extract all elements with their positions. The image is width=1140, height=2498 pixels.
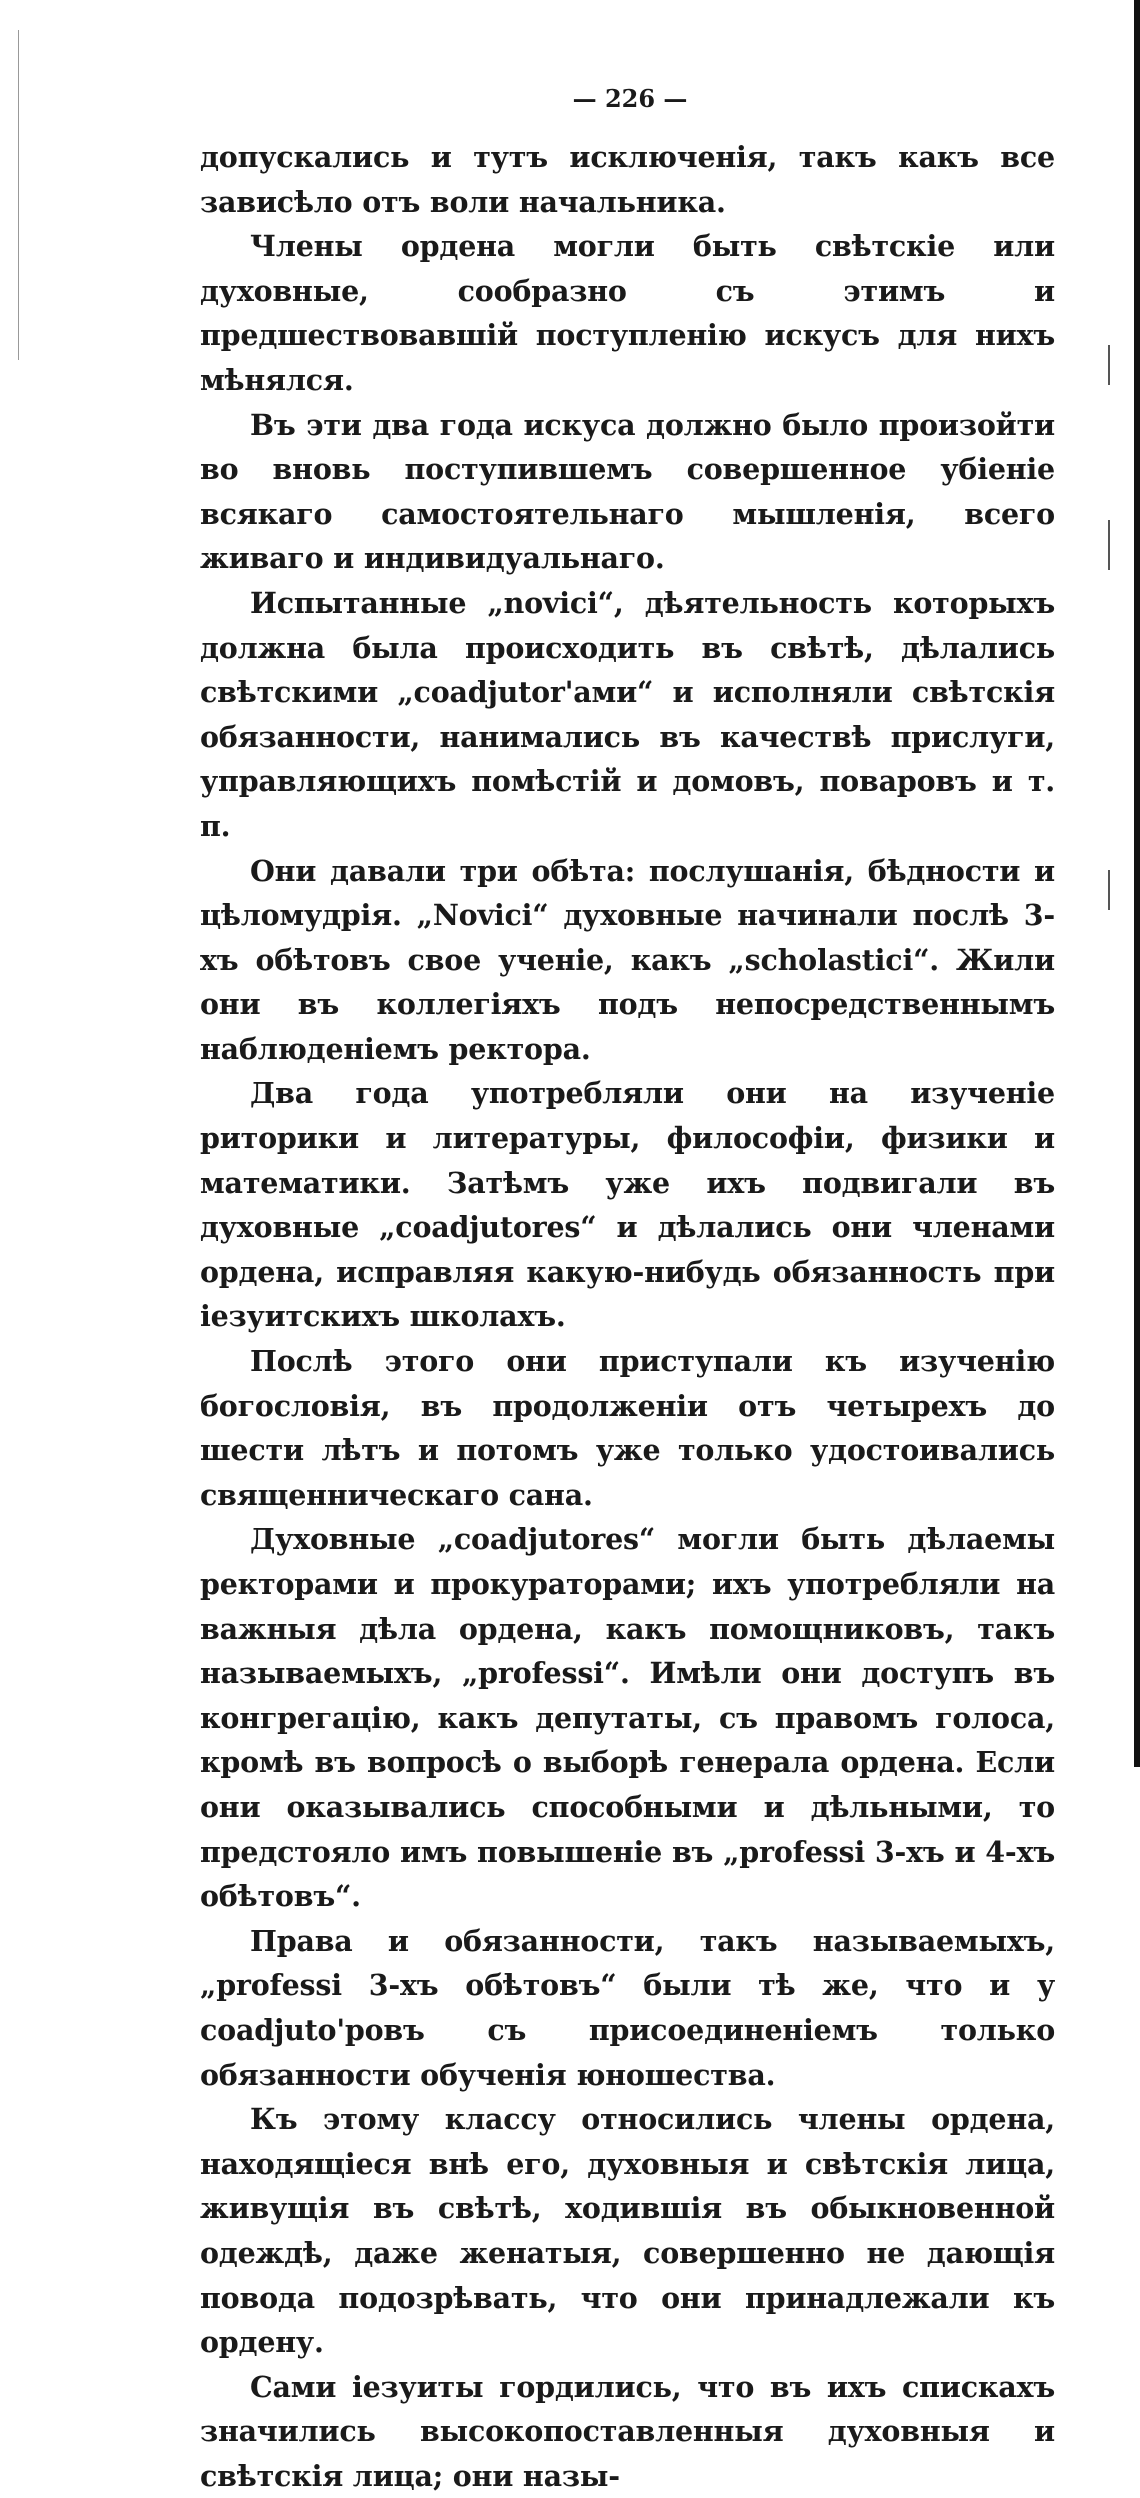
paragraph: допускались и тутъ исключенія, такъ какъ все зависѣло отъ воли начальника. <box>200 140 1055 219</box>
left-margin-rule <box>18 30 19 360</box>
paragraph: Испытанные „novici“, дѣятельность которыхъ должна была происходить въ свѣтѣ, дѣлались свѣтскими „coadjutor'ами“ и исполняли свѣтскія обязанности, нанимались въ качествѣ прислуги, управляющихъ помѣстій и домовъ, поваровъ и т. п. <box>200 585 1055 843</box>
paragraph: Въ эти два года искуса должно было произойти во вновь поступившемъ совершенное убіеніе всякаго самостоятельнаго мышленія, всего живаго и индивидуальнаго. <box>200 407 1055 576</box>
paragraph: Сами іезуиты гордились, что въ ихъ спискахъ значились высокопоставленныя духовныя и свѣтскія лица; они назы- <box>200 2369 1055 2493</box>
paragraph: Послѣ этого они приступали къ изученію богословія, въ продолженіи отъ четырехъ до шести лѣтъ и потомъ уже только удостоивались священническаго сана. <box>200 1344 1055 1512</box>
paragraph: Права и обязанности, такъ называемыхъ, „professi 3-хъ обѣтовъ“ были тѣ же, что и у coadjuto'ровъ съ присоединеніемъ только обязанности обученія юношества. <box>200 1923 1055 2092</box>
page-number: — 226 — <box>572 84 688 113</box>
paragraph: Къ этому классу относились члены ордена, находящіеся внѣ его, духовныя и свѣтскія лица, живущія въ свѣтѣ, ходившія въ обыкновенной одеждѣ, даже женатыя, совершенно не дающія повода подозрѣвать, что они принадлежали къ ордену. <box>200 2102 1055 2360</box>
scan-edge <box>1134 0 1140 1767</box>
margin-mark <box>1108 345 1110 385</box>
paragraph: Духовные „coadjutores“ могли быть дѣлаемы ректорами и прокураторами; ихъ употребляли на важныя дѣла ордена, какъ помощниковъ, такъ называемыхъ, „professi“. Имѣли они доступъ въ конгрегацію, какъ депутаты, съ правомъ голоса, кромѣ въ вопросѣ о выборѣ генерала ордена. Если они оказывались способными и дѣльными, то предстояло имъ повышеніе въ „professi 3-хъ и 4-хъ обѣтовъ“. <box>200 1522 1055 1914</box>
paragraph: Два года употребляли они на изученіе риторики и литературы, философіи, физики и математики. Затѣмъ уже ихъ подвигали въ духовные „coadjutores“ и дѣлались они членами ордена, исправляя какую-нибудь обязанность при іезуитскихъ школахъ. <box>200 1076 1055 1334</box>
paragraph: Они давали три обѣта: послушанія, бѣдности и цѣломудрія. „Novici“ духовные начинали послѣ 3-хъ обѣтовъ свое ученіе, какъ „scholastici“. Жили они въ коллегіяхъ подъ непосредственнымъ наблюденіемъ ректора. <box>200 853 1055 1066</box>
margin-mark <box>1108 520 1110 570</box>
body-text <box>200 135 1055 2498</box>
paragraph: Члены ордена могли быть свѣтскіе или духовные, сообразно съ этимъ и предшествовавшій поступленію искусъ для нихъ мѣнялся. <box>200 229 1055 397</box>
margin-mark <box>1108 870 1110 910</box>
